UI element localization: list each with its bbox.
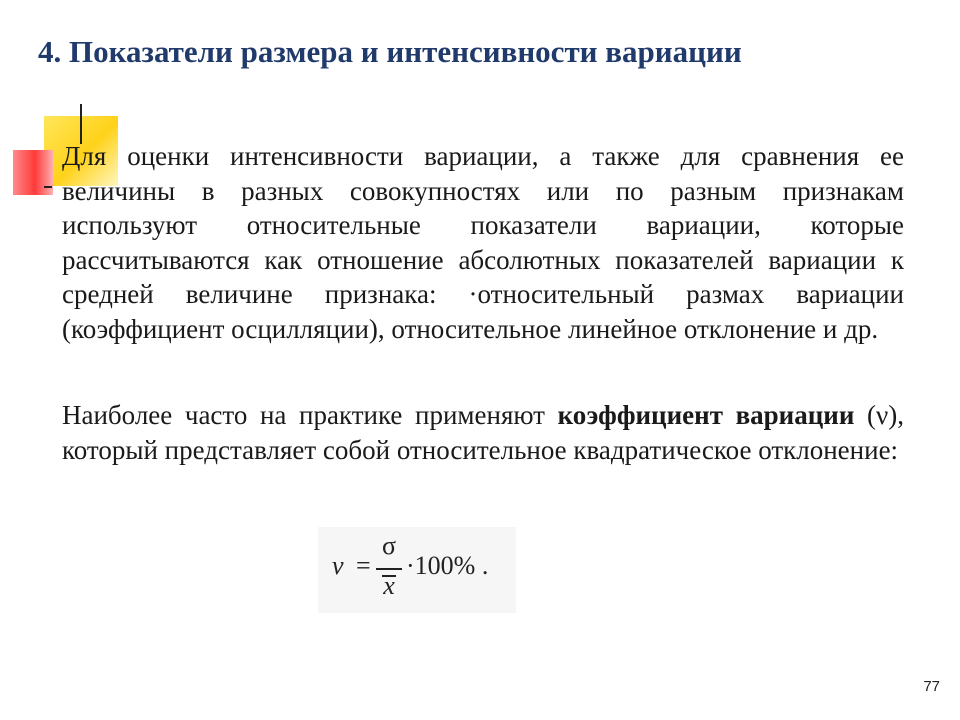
formula-equals: =	[356, 551, 371, 580]
decorative-vertical-line	[80, 104, 82, 144]
paragraph-relative-indicators: Для оценки интенсивности вариации, а также для сравнения ее величины в разных совокупностях или по разным признакам используют относительные показатели вариации, которые рассчитываются как отношение абсолютных показателей вариации к средней величине признака: ·относительный размах вариации (коэффициент осцилляции), относительное линейное отклонение и др.	[62, 141, 904, 344]
formula-multiplier: ·100% .	[406, 551, 489, 580]
formula-fraction-bar	[376, 568, 402, 570]
coefficient-of-variation-formula	[318, 527, 516, 613]
paragraph-tail-text: (ν), который представляет собой относительное квадратическое отклонение:	[62, 400, 904, 465]
decorative-red-square	[13, 150, 53, 195]
formula-denominator: x	[383, 571, 395, 600]
formula-lhs: v	[332, 551, 344, 580]
formula-numerator: σ	[381, 531, 396, 560]
paragraph-lead-text: Наиболее часто на практике применяют	[62, 400, 558, 430]
page-number: 77	[923, 678, 940, 695]
paragraph-coefficient-of-variation	[62, 398, 904, 467]
decorative-horizontal-line	[44, 186, 52, 188]
term-coefficient-of-variation: коэффициент вариации	[557, 400, 855, 430]
slide-title: 4. Показатели размера и интенсивности вариации	[38, 34, 742, 69]
